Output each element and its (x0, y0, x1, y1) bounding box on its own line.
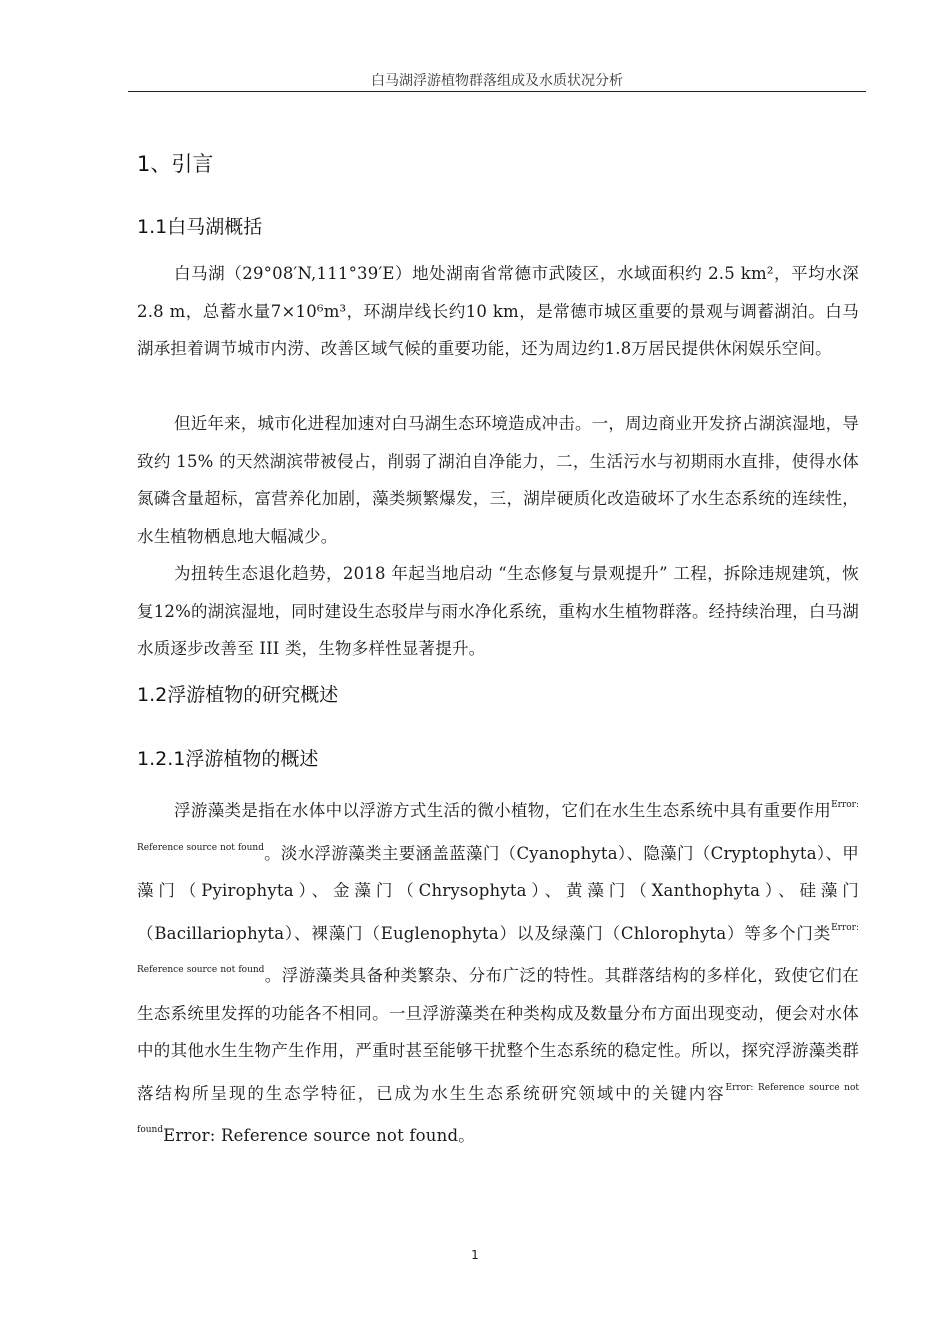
header-rule (128, 91, 866, 92)
paragraph-degradation: 但近年来，城市化进程加速对白马湖生态环境造成冲击。一，周边商业开发挤占湖滨湿地，导致约 15% 的天然湖滨带被侵占，削弱了湖泊自净能力，二，生活污水与初期雨水直排，使得水体氮磷含量超标，富营养化加剧，藻类频繁爆发，三，湖岸硬质化改造破坏了水生态系统的连续性，水生植物栖息地大幅减少。 (137, 414, 859, 546)
page-number: 1 (471, 1248, 479, 1262)
paragraph-phytoplankton-overview (137, 787, 859, 1155)
section-heading-1-2-1: 1.2.1浮游植物的概述 (137, 748, 319, 770)
text-run: 。淡水浮游藻类主要涵盖蓝藻门（Cyanophyta）、隐藻门（Cryptophyta）、甲藻门（Pyirophyta）、金藻门（Chrysophyta）、黄藻门（Xanthophyta）、硅藻门（Bacillariophyta）、裸藻门（Euglenophyta）以及绿藻门（Chlorophyta）等多个门类 (137, 843, 859, 943)
section-heading-introduction: 1、引言 (137, 152, 214, 176)
text-run: 浮游藻类是指在水体中以浮游方式生活的微小植物，它们在水生生态系统中具有重要作用 (174, 801, 832, 820)
paragraph-lake-overview: 白马湖（29°08′N,111°39′E）地处湖南省常德市武陵区，水域面积约 2.5 km²，平均水深2.8 m，总蓄水量7×10⁶m³，环湖岸线长约10 km，是常德市城区重要的景观与调蓄湖泊。白马湖承担着调节城市内涝、改善区域气候的重要功能，还为周边约1.8万居民提供休闲娱乐空间。 (137, 264, 859, 358)
text-run: 。浮游藻类具备种类繁杂、分布广泛的特性。其群落结构的多样化，致使它们在生态系统里发挥的功能各不相同。一旦浮游藻类在种类构成及数量分布方面出现变动，便会对水体中的其他水生生物产生作用，严重时甚至能够干扰整个生态系统的稳定性。所以，探究浮游藻类群落结构所呈现的生态学特征，已成为水生生态系统研究领域中的关键内容 (137, 966, 859, 1103)
citation-error-3: Error: Reference source not found (137, 1082, 859, 1135)
text-run: Error: Reference source not found。 (163, 1126, 475, 1145)
citation-error-2: Error: Reference source not found (137, 922, 859, 975)
running-header: 白马湖浮游植物群落组成及水质状况分析 (371, 73, 623, 89)
section-heading-1-2: 1.2浮游植物的研究概述 (137, 684, 339, 706)
citation-error-1: Error: Reference source not found (137, 800, 859, 853)
paragraph-restoration: 为扭转生态退化趋势，2018 年起当地启动 “生态修复与景观提升” 工程，拆除违规建筑，恢复12%的湖滨湿地，同时建设生态驳岸与雨水净化系统，重构水生植物群落。经持续治理，白马湖水质逐步改善至 III 类，生物多样性显著提升。 (137, 564, 859, 658)
section-heading-1-1: 1.1白马湖概括 (137, 216, 263, 238)
